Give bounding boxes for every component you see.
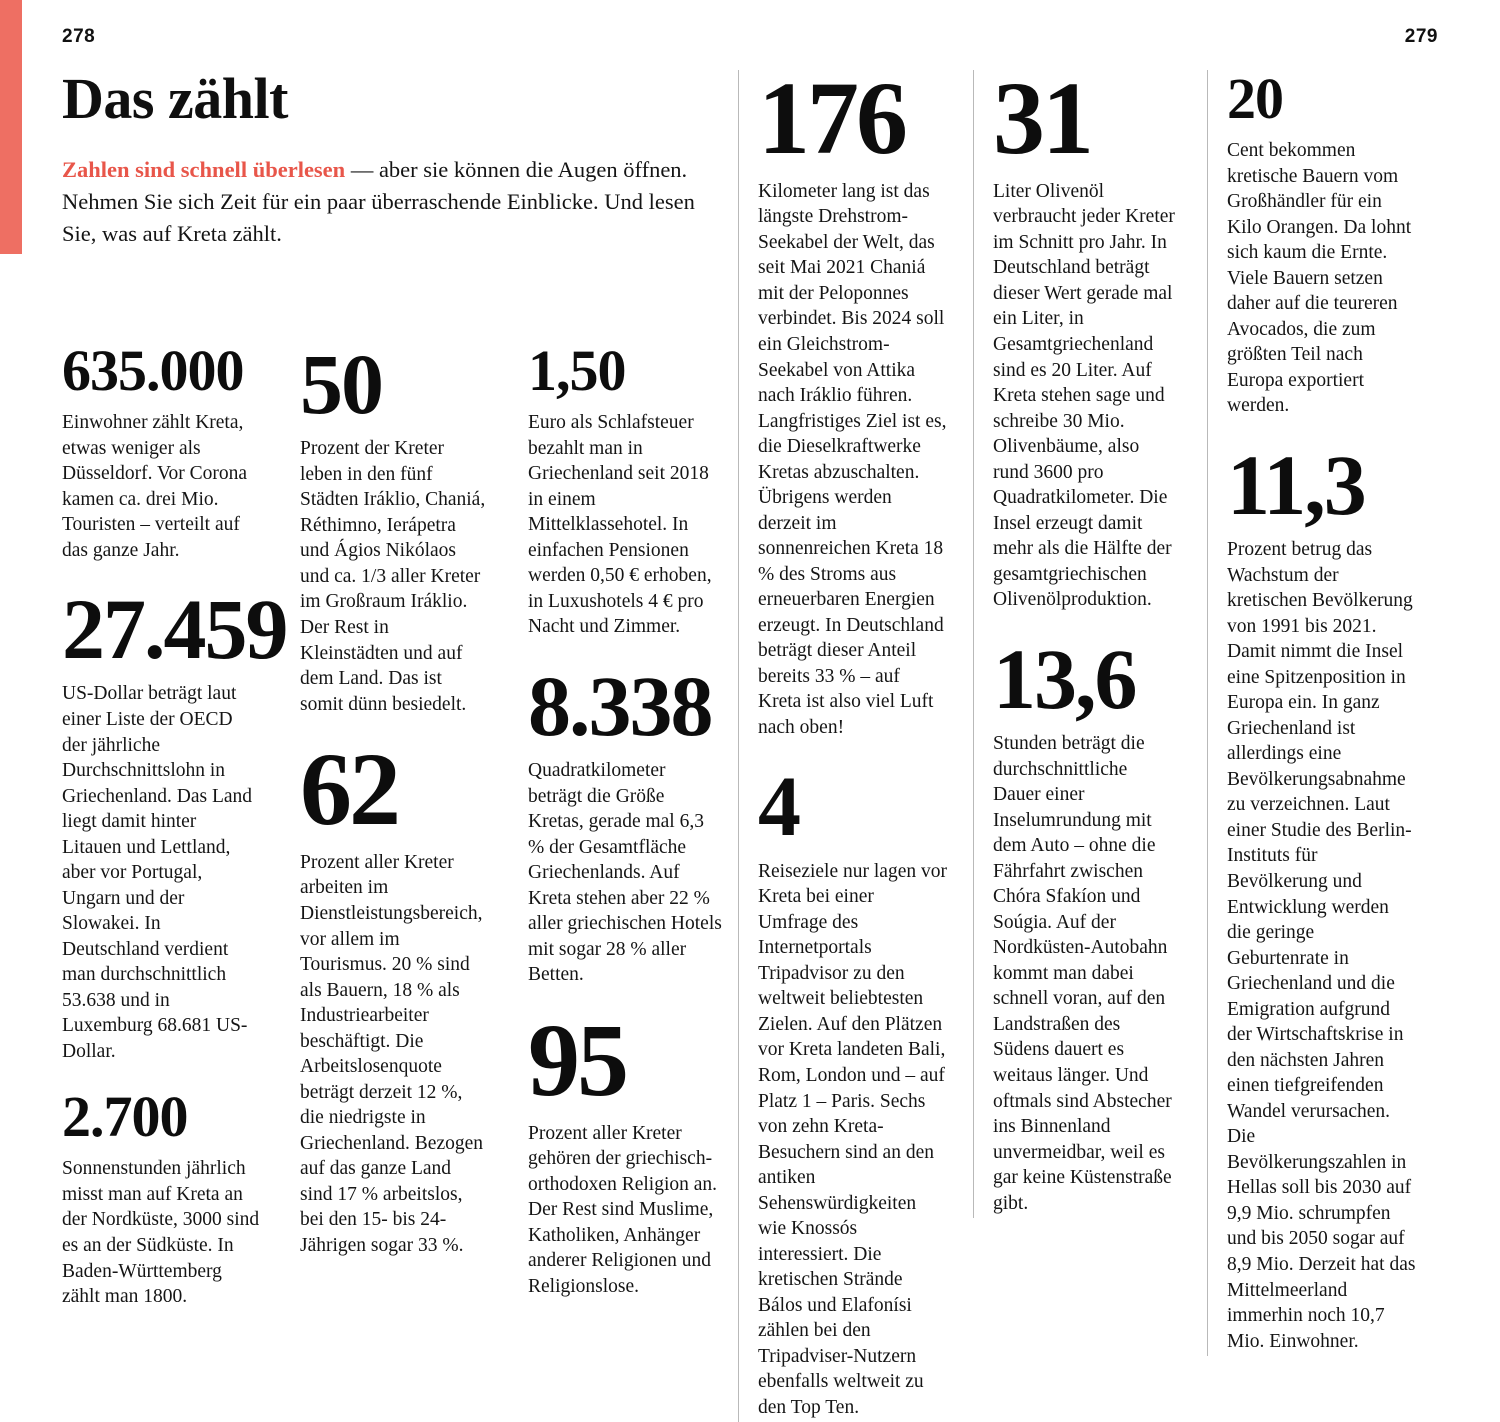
stat-number: 176 — [758, 61, 905, 176]
accent-bar — [0, 0, 22, 254]
column-1-inner — [62, 338, 287, 1310]
stat-entry — [758, 758, 947, 1420]
stat-number: 62 — [300, 732, 398, 848]
stat-entry — [758, 61, 947, 740]
stat-entry — [993, 61, 1177, 613]
stat-text: Prozent der Kreter leben in den fünf Städten Iráklio, Chaniá, Réthimno, Ierápetra und Ágios Nikólaos und ca. 1/3 aller Kreter im Großraum Iráklio. Der Rest in Kleinstädten und auf dem Land. Das ist somit dünn besiedelt. — [300, 438, 486, 715]
stat-number: 27.459 — [62, 581, 287, 678]
stat-text: Stunden beträgt die durchschnittliche Dauer einer Inselumrundung mit dem Auto – ohne die Fährfahrt zwischen Chóra Sfakíon und Soúgia. Auf der Nordküsten-Autobahn kommt man dabei schnell voran, auf den Landstraßen des Südens dauert es weitaus länger. Und oftmals sind Abstecher ins Binnenland unvermeidbar, weil es gar keine Küstenstraße gibt. — [993, 733, 1172, 1214]
stat-number: 50 — [300, 336, 382, 432]
stat-text: Prozent aller Kreter gehören der griechisch-orthodoxen Religion an. Der Rest sind Muslime, Katholiken, Anhänger anderer Religionen und Religionslose. — [528, 1122, 718, 1297]
stat-text: Quadratkilometer beträgt die Größe Kretas, gerade mal 6,3 % der Gesamtfläche Griechenlands. Auf Kreta stehen aber 22 % aller griechischen Hotels mit sogar 28 % aller Betten. — [528, 760, 722, 986]
column-4-inner — [758, 61, 963, 1420]
stat-entry — [528, 338, 722, 640]
stat-number: 11,3 — [1227, 436, 1365, 533]
stat-number: 1,50 — [528, 338, 626, 403]
column-5-inner — [993, 61, 1193, 1216]
stat-text: Reiseziele nur lagen vor Kreta bei einer Umfrage des Internetportals Tripadvisor zu den weltweit beliebtesten Zielen. Auf den Plätzen vor Kreta landeten Bali, Rom, London und – auf Platz 1 – Paris. Sechs von zehn Kreta-Besuchern sind an den antiken Sehenswürdigkeiten wie Knossós interessiert. Die kretischen Strände Bálos und Elafonísi zählen bei den Tripadviser-Nutzern ebenfalls weltweit zu den Top Ten. — [758, 860, 947, 1418]
stat-text: US-Dollar beträgt laut einer Liste der OECD der jährliche Durchschnittslohn in Griechenland. Das Land liegt damit hinter Litauen und Lettland, aber vor Portugal, Ungarn und der Slowakei. In Deutschland verdient man durchschnittlich 53.638 und in Luxemburg 68.681 US-Dollar. — [62, 683, 253, 1062]
stat-text: Kilometer lang ist das längste Drehstrom-Seekabel der Welt, das seit Mai 2021 Chaniá mit der Peloponnes verbindet. Bis 2024 soll ein Gleichstrom-Seekabel von Attika nach Iráklio führen. Langfristiges Ziel ist es, die Dieselkraftwerke Kretas abzuschalten. Übrigens werden derzeit im sonnenreichen Kreta 18 % des Stroms aus erneuerbaren Energien erzeugt. In Deutschland beträgt dieser Anteil bereits 33 % – auf Kreta ist also viel Luft nach oben! — [758, 180, 947, 738]
stat-entry — [62, 338, 260, 563]
column-3 — [528, 338, 738, 1301]
stat-entry — [993, 630, 1177, 1216]
intro-block — [62, 66, 702, 250]
stat-entry — [528, 657, 722, 988]
stat-number: 95 — [528, 1002, 626, 1118]
stat-text: Cent bekommen kretische Bauern vom Großhändler für ein Kilo Orangen. Da lohnt sich kaum die Ernte. Viele Bauern setzen daher auf die teureren Avocados, die zum größten Teil nach Europa exportiert werden. — [1227, 140, 1412, 417]
spread-content — [62, 61, 1438, 1418]
column-1 — [62, 338, 287, 1312]
stat-text: Prozent aller Kreter arbeiten im Dienstleistungsbereich, vor allem im Tourismus. 20 % sind als Bauern, 18 % als Industriearbeiter beschäftigt. Die Arbeitslosenquote beträgt derzeit 12 %, die niedrigste in Griechenland. Bezogen auf das ganze Land sind 17 % arbeitslos, bei den 15- bis 24-Jährigen sogar 33 %. — [300, 851, 484, 1256]
page-number-left: 278 — [62, 26, 96, 47]
column-2 — [300, 336, 504, 1260]
column-5 — [993, 61, 1193, 1218]
column-2-inner — [300, 336, 504, 1258]
column-6-inner — [1227, 66, 1432, 1354]
intro-body: — aber sie können die Augen öffnen. Nehmen Sie sich Zeit für ein paar überraschende Einblicke. Und lesen Sie, was auf Kreta zählt. — [62, 157, 695, 246]
stat-text: Prozent betrug das Wachstum der kretischen Bevölkerung von 1991 bis 2021. Damit nimmt die Insel eine Spitzenposition in Europa ein. In ganz Griechenland ist allerdings eine Bevölkerungsabnahme zu verzeichnen. Laut einer Studie des Berlin-Instituts für Bevölkerung und Entwicklung werden die geringe Geburtenrate in Griechenland und die Emigration aufgrund der Wirtschaftskrise in den nächsten Jahren einen tiefgreifenden Wandel verursachen. Die Bevölkerungszahlen in Hellas soll bis 2030 auf 9,9 Mio. schrumpfen und bis 2050 sogar auf 8,9 Mio. Derzeit hat das Mittelmeerland immerhin noch 10,7 Mio. Einwohner. — [1227, 539, 1416, 1352]
stat-number: 8.338 — [528, 657, 712, 754]
column-6 — [1227, 66, 1432, 1356]
page-number-right: 279 — [1404, 26, 1438, 47]
stat-entry — [300, 732, 488, 1258]
stat-text: Euro als Schlafsteuer bezahlt man in Griechenland seit 2018 in einem Mittelklassehotel. In einfachen Pensionen werden 0,50 € erhoben, in Luxushotels 4 € pro Nacht und Zimmer. — [528, 412, 712, 638]
stat-number: 31 — [993, 61, 1091, 176]
stat-entry — [300, 336, 488, 717]
stat-number: 13,6 — [993, 630, 1136, 727]
stat-number: 20 — [1227, 66, 1283, 131]
page-title: Das zählt — [62, 66, 288, 131]
stat-entry — [528, 1002, 722, 1300]
stat-entry — [1227, 66, 1416, 419]
stat-entry — [62, 581, 287, 1064]
stat-number: 4 — [758, 758, 799, 855]
stat-text: Einwohner zählt Kreta, etwas weniger als Düsseldorf. Vor Corona kamen ca. drei Mio. Touristen – verteilt auf das ganze Jahr. — [62, 412, 248, 561]
stat-text: Sonnenstunden jährlich misst man auf Kreta an der Nordküste, 3000 sind es an der Südküste. In Baden-Württemberg zählt man 1800. — [62, 1158, 260, 1308]
stat-number: 2.700 — [62, 1084, 188, 1150]
column-3-inner — [528, 338, 738, 1299]
intro-paragraph — [62, 154, 702, 250]
stat-entry — [62, 1084, 260, 1309]
intro-lead: Zahlen sind schnell überlesen — [62, 157, 346, 182]
stat-entry — [1227, 436, 1416, 1354]
stat-text: Liter Olivenöl verbraucht jeder Kreter im Schnitt pro Jahr. In Deutschland beträgt dieser Wert gerade mal ein Liter, in Gesamtgriechenland sind es 20 Liter. Auf Kreta stehen sage und schreibe 30 Mio. Olivenbäume, also rund 3600 pro Quadratkilometer. Die Insel erzeugt damit mehr als die Hälfte der gesamtgriechischen Olivenölproduktion. — [993, 180, 1175, 611]
column-4 — [758, 61, 963, 1422]
stat-number: 635.000 — [62, 338, 244, 403]
